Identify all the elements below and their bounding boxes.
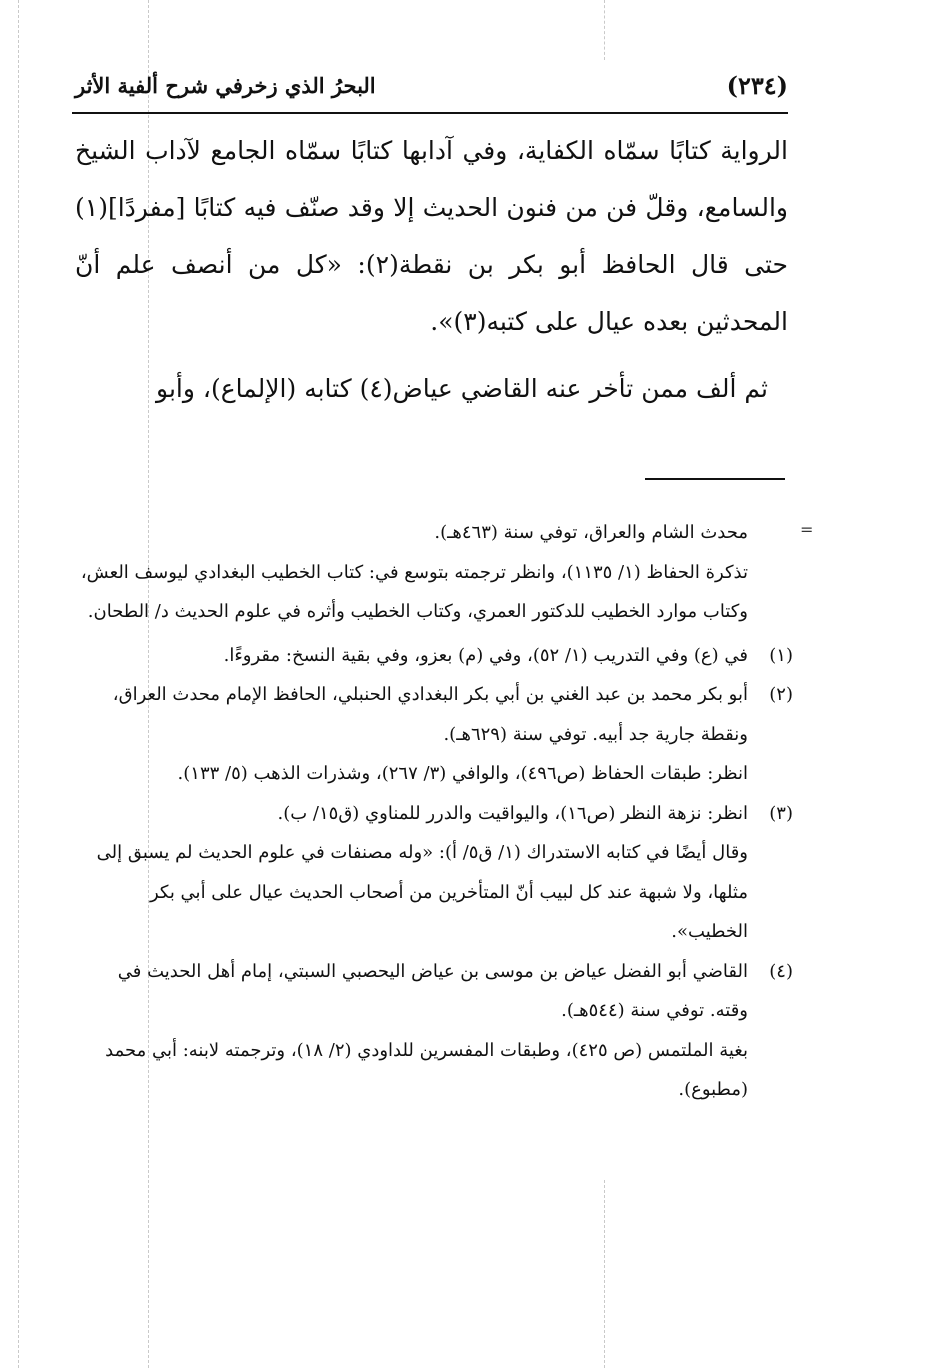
footnote-number: (٤): [769, 960, 793, 982]
footnote-text: بغية الملتمس (ص ٤٢٥)، وطبقات المفسرين للداودي (٢/ ١٨)، وترجمته لابنه: أبي محمد (مطبوع).: [105, 1039, 748, 1100]
footnote-continuation: [80, 1031, 793, 1110]
body-paragraph: الرواية كتابًا سمّاه الكفاية، وفي آدابها كتابًا سمّاه الجامع لآداب الشيخ والسامع، وقلّ فن من فنون الحديث إلا وقد صنّف فيه كتابًا [مفردًا](١) حتى قال الحافظ أبو بكر بن نقطة(٢): «كل من أنصف علم أنّ المحدثين بعده عيال على كتبه(٣)».: [75, 136, 789, 336]
footnote-1: [80, 636, 793, 676]
scan-guide-bottom: [604, 1180, 605, 1368]
footnote-text: وقال أيضًا في كتابه الاستدراك (١/ ق٥/ أ): «وله مصنفات في علوم الحديث لم يسبق إلى مثلها، ولا شبهة عند كل لبيب أنّ المتأخرين من أصحاب الحديث عيال على أبي بكر الخطيب».: [96, 842, 748, 942]
footnote-2: [80, 675, 793, 754]
header-rule: [72, 112, 788, 114]
footnote-continuation: [80, 513, 793, 553]
continuation-mark: =: [800, 520, 814, 539]
footnote-separator: [645, 478, 785, 480]
running-title: البحرُ الذي زخرفي شرح ألفية الأثر: [75, 73, 376, 98]
page-number: (٢٣٤): [726, 71, 788, 100]
page-header: [75, 68, 788, 106]
footnote-text: انظر: طبقات الحفاظ (ص٤٩٦)، والوافي (٣/ ٢٦٧)، وشذرات الذهب (٥/ ١٣٣).: [177, 763, 748, 784]
footnote-text: محدث الشام والعراق، توفي سنة (٤٦٣هـ).: [434, 522, 748, 543]
footnote-number: (٢): [769, 684, 793, 705]
footnote-text: القاضي أبو الفضل عياض بن موسى بن عياض اليحصبي السبتي، إمام أهل الحديث في وقته. توفي سنة (٥٤٤هـ).: [117, 960, 748, 1021]
footnote-continuation: [80, 754, 793, 794]
footnote-text: تذكرة الحفاظ (١/ ١١٣٥)، وانظر ترجمته بتوسع في: كتاب الخطيب البغدادي ليوسف العش، وكتاب موارد الخطيب للدكتور العمري، وكتاب الخطيب وأثره في علوم الحديث د/ الطحان.: [80, 561, 748, 622]
footnote-number: (١): [769, 644, 793, 666]
footnote-number: (٣): [769, 802, 793, 824]
footnote-4: [80, 952, 793, 1031]
footnote-text: أبو بكر محمد بن عبد الغني بن أبي بكر البغدادي الحنبلي، الحافظ الإمام محدث العراق، ونقطة جارية جد أبيه. توفي سنة (٦٢٩هـ).: [112, 684, 748, 745]
footnote-continuation: [80, 553, 793, 632]
scan-guide-left: [18, 0, 19, 1368]
footnotes: [80, 513, 793, 1110]
footnote-text: في (ع) وفي التدريب (١/ ٥٢)، وفي (م) بعزو، وفي بقية النسخ: مقروءًا.: [223, 644, 748, 666]
footnote-continuation: [80, 833, 793, 952]
footnote-text: انظر: نزهة النظر (ص١٦)، واليواقيت والدرر للمناوي (ق١٥/ ب).: [277, 802, 748, 824]
body-paragraph: ثم ألف ممن تأخر عنه القاضي عياض(٤) كتابه (الإلماع)، وأبو: [156, 374, 768, 403]
scan-guide-top: [604, 0, 605, 60]
footnote-3: [80, 794, 793, 834]
main-text: [75, 122, 788, 417]
